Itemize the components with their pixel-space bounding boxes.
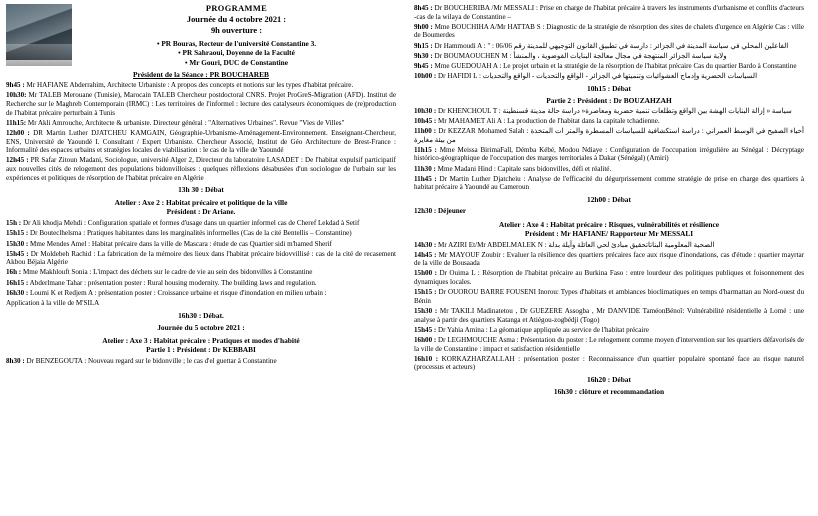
entry-time: 15h15 : — [6, 229, 29, 238]
entry-time: 15h45 : — [414, 325, 437, 334]
entry-text: Mme Mendes Amel : Habitat précaire dans la ville de Mascara : étude de cas Quartier sidi m'hamed Sherif — [28, 239, 332, 248]
program-entry — [414, 241, 804, 250]
program-entry — [414, 62, 804, 71]
entry-time: 16h00 : — [414, 335, 437, 344]
entry-text: Mme Madani Hind : Capitale sans bidonvilles, défi et réalité. — [435, 164, 612, 173]
entry-time: 10h45 : — [414, 116, 437, 125]
entry-text: Dr BENZEGOUTA : Nouveau regard sur le bidonville ; le cas d'el guettar à Constantine — [24, 356, 277, 365]
entry-text: Dr Martin Luther Djatcheiu : Analyse de l'efficacité du dégurprissement comme stratégie de prise en charge des quartiers à habitat précaire à Yaoundé au Cameroun — [414, 174, 804, 192]
entry-text: Mme Meissa BirimaFall, Démba Kébé, Modou Ndiaye : Configuration de l'occupation irrégulière au Sénégal : Décryptage histórico-géographique de l'occupation des marges territoriales à Dakar (Sénégal) (Amiri) — [414, 145, 804, 163]
entry-time: 15h15 : — [414, 288, 437, 297]
entry-text: Dr KHENCHOUL T : سياسة « إزالة البنايات الهشة بين الواقع وتطلعات تنمية حضرية ومعاصرة« دراسة حالة مدينة قسنطينة — [436, 106, 792, 115]
entry-time: 9h45 : — [414, 61, 433, 70]
entry-time: 11h15: — [6, 118, 27, 127]
entry-text: Dr Ouima L : Résorption de l'habitat précaire au Burkina Faso : entre lourdeur des politiques publiques et foisonnement des dynamiques locales. — [414, 269, 804, 287]
program-entry — [6, 250, 396, 267]
program-entry — [414, 336, 804, 353]
program-entry — [6, 229, 396, 238]
entry-text: Dr Moldebeh Rachid : La fabrication de la mémoire des lieux dans l'habitat précaire bidovvillisé : cas de la cité de recasement Akbou Béjaia Algérie — [6, 249, 396, 267]
program-entry — [414, 146, 804, 163]
program-entry — [6, 156, 396, 182]
left-column — [6, 4, 398, 516]
entry-time: 11h45 : — [414, 174, 437, 183]
debat-1015: 10h15 : Débat — [587, 83, 631, 93]
entry-text: Mme GUEDOUAH A : Le projet urbain et la stratégie de la résorption de l'habitat précaire Cas du quartier Bardo à Constantine — [432, 61, 797, 70]
debat-1200: 12h00 : Débat — [587, 194, 631, 204]
program-entry — [414, 42, 804, 51]
opening-line: 9h ouverture : — [210, 25, 263, 35]
entry-time: 11h00 : — [414, 126, 437, 135]
entry-text: Mr TALEB Merouane (Tunisie), Marocain TALEB Chercheur postdoctoral CNRS. Projet ProGreS-Migration (AFD). Institut de Recherche sur le Maghreb Contemporain (IRMC) : Les territoires de l'informel : lecture des catalyseurs économiques de (re)production de l'habitat précaire perturbain à Tunis — [6, 91, 396, 117]
cloture: 16h30 : clôture et recommandation — [553, 387, 665, 397]
entry-time: 10h00 : — [414, 71, 437, 80]
entry-text: Mme BOUCHIHA A/Mr HATTAB S : Diagnostic de la stratégie de résorption des sites de chalets d'urgence en Algérie Cas : ville de Boumerdes — [414, 22, 804, 40]
entry-time: 9h15 : — [414, 41, 433, 50]
program-entry — [414, 127, 804, 144]
entry-time: 14h45 : — [414, 250, 437, 259]
program-entry — [6, 279, 396, 288]
program-entry — [6, 289, 396, 298]
program-entry — [414, 52, 804, 61]
entry-time: 16h10 : — [414, 354, 439, 363]
entry-time: 14h30 : — [414, 240, 437, 249]
program-entry — [6, 91, 396, 117]
entry-text: Mr Akli Amrouche, Architecte & urbaniste. Directeur général : "Alternatives Urbaines". Revue "Vies de Villes" — [26, 118, 345, 127]
dejeuner: 12h30 : Déjeuner — [414, 206, 467, 215]
program-entry — [6, 81, 396, 90]
entry-text: Mr MAHAMET Ali A : La production de l'habitat dans la capitale tchadienne. — [436, 116, 660, 125]
entry-time: 16h15 : — [6, 278, 29, 287]
entry-text: Dr KEZZAR Mohamed Salah : أحياء الصفيح في الوسط العمراني : دراسة استكشافية للسياسات المسطرة والمتر ات المتخذة من بيئة مغايرة — [414, 126, 804, 144]
session1-president: Président de la Séance : PR BOUCHAREB — [133, 70, 269, 80]
opening-bullet: • PR Sahraoui, Doyenne de la Faculté — [6, 48, 396, 57]
entry-text: Mme Makhlouft Sonia : L'impact des déchets sur le cadre de vie au sein des bidonvilles à Constantine — [21, 268, 313, 277]
entry-text: Mr TAKILI Madinatetou , Dr GUEZERE Assogba , Mr DANVIDE TaméonBénoî: Vulnérabilité résidentielle à Lomé : une analyse à partir des quartiers Katanga et Atiégou-zogbédji (Togo) — [414, 307, 804, 324]
entry-time: 9h30 : — [414, 51, 433, 60]
entry-text: KORKAZHARZALLAH : présentation poster : Reconnaissance d'un quartier populaire spontané face au risque naturel (processus et acteurs) — [414, 354, 804, 372]
entry-text: Abderlmane Tahar : présentation poster : Rural housing modernity. The building laws and regulation. — [28, 278, 317, 287]
debat-1620: 16h20 : Débat — [587, 375, 631, 385]
entry-text: Dr HAFIDI L : السياسات الحضرية وإدماج العشوائيات وتنميتها في الجزائر - الواقع والتحديات - الواقع والتحديات — [436, 71, 758, 80]
entry-time: 10h30 : — [414, 106, 437, 115]
entry-text: Mr MAYOUF Zoubir : Evaluer la résilience des quartiers précaires face aux risque d'inondations, cas d'étude : quartier mayrtar de la ville de Bousaada — [414, 250, 804, 268]
opening-bullet: • PR Bouras, Recteur de l'université Constantine 3. — [6, 39, 396, 48]
day-line: Journée du 4 octobre 2021 : — [186, 14, 287, 24]
program-entry — [414, 307, 804, 324]
entry-time: 11h15 : — [414, 145, 437, 154]
program-entry — [6, 219, 396, 228]
atelier-axe4-president: Président : Mr HAFIANE/ Rapporteur Mr MESSALI — [524, 228, 694, 238]
program-entry — [6, 119, 396, 128]
program-entry — [414, 72, 804, 81]
entry-text: Dr Yahia Amina : La géomatique appliquée au service de l'habitat précaire — [436, 325, 649, 334]
entry-text: Dr BOUCHERIBA /Mr MESSALI : Prise en charge de l'habitat précaire à travers les instruments d'urbanisme et conflits d'acteurs -cas de la wilaya de Constantine – — [414, 4, 804, 21]
program-entry — [6, 129, 396, 155]
day2-line: Journée du 5 octobre 2021 : — [157, 322, 245, 332]
program-entry — [414, 165, 804, 174]
entry-text: Loumi K et Redjem A : présentation poster : Croissance urbaine et risque d'inondation en milieu urbain : — [28, 288, 327, 297]
entry-time: 12h00 : — [6, 128, 30, 137]
entry-time: 15h30 : — [414, 307, 438, 316]
program-entry — [414, 23, 804, 40]
partie2-president: Partie 2 : Président : Dr BOUZAHZAH — [546, 95, 672, 105]
entry-time: 10h30: — [6, 91, 27, 100]
entry-time: 16h30 : — [6, 288, 29, 297]
entry-time: 8h45 : — [414, 4, 433, 12]
program-entry — [414, 269, 804, 286]
entry-text: Dr OUOROU BARRE FOUSENI Inorou: Types d'habitats et ambiances bioclimatiques en temps d'harmattan au Nord-ouest du Bénin — [414, 288, 804, 305]
program-entry — [414, 355, 804, 372]
debat-1330: 13h 30 : Débat — [178, 185, 224, 195]
program-entry — [414, 117, 804, 126]
program-entry — [414, 326, 804, 335]
entry-text: Mr HAFIANE Abderrahim, Architecte Urbaniste : A propos des concepts et notions sur les types d'habitat précaire. — [24, 81, 354, 90]
program-title: PROGRAMME — [205, 4, 268, 13]
entry-time: 16h : — [6, 268, 22, 277]
entry-time: 15h00 : — [414, 269, 437, 278]
entry-text: Dr Bouteclhelsma : Pratiques habitantes dans les marginalités informelles (Cas de la cité Bentellis – Constantine) — [28, 229, 352, 238]
entry-text: PR Safar Zitoun Madani, Sociologue, université Alger 2, Directeur du laboratoire LASADET : De l'habitat expulsif participatif aux nouvelles cités de relogement des populations bidonvilloises : quelques réflexions désabusées d'un sociologue de l'urbain sur les expériences et politiques de résorption de l'habitat précaire en Algérie — [6, 156, 396, 182]
entry-time: 8h30 : — [6, 356, 25, 365]
entry-text: Dr Hammoudi A : " : الفاعلين المحلي في سياسة المدينة في الجزائر : دارسة في تطبيق القانون التوجيهي للمدينة رقم 06/06 — [432, 41, 789, 50]
entry-text: Dr LEGHMOUCHE Asma : Présentation du poster : Le relogement comme moyen d'intervention sur les quartiers défavorisés de la ville de Constantine : impact et satisfaction résidentielle — [414, 335, 804, 353]
entry-text: DR Martin Luther DJATCHEU KAMGAIN, Géographie-Urbanisme-Aménagement-Environnement. Enseignant-Chercheur, ENS, Université de Yaoundé I. Consultant / Expert Urbaniste. Chercheur Associé, Institut de Géo Architecture de Brest-France : Informalité des espaces urbains et stratégies locales de viabilisation : le cas de la ville de Yaoundé — [6, 128, 396, 155]
program-entry — [414, 175, 804, 192]
entry-time: 15h45 : — [6, 249, 29, 258]
debat-1630: 16h30 : Débat. — [178, 310, 224, 320]
program-entry — [6, 357, 396, 366]
entry-time: 15h30 : — [6, 239, 29, 248]
atelier-axe3-part: Partie 1 : Président : Dr KEBBABI — [146, 344, 256, 354]
opening-bullet: • Mr Gouri, DUC de Constantine — [6, 58, 396, 67]
program-entry — [414, 288, 804, 305]
program-entry — [414, 4, 804, 21]
entry-text: Dr Ali khodja Mehdi : Configuration spatiale et formes d'usage dans un quartier informel cas de Cheref Lekdad à Setif — [21, 219, 360, 228]
right-column — [412, 4, 804, 516]
program-entry — [414, 251, 804, 268]
atelier-axe4-title: Atelier : Axe 4 : Habitat précaire : Risques, vulnérabilités et résilience — [498, 219, 720, 229]
entry-time: 11h30 : — [414, 164, 436, 173]
entry-time: 15h : — [6, 219, 22, 228]
entry-time: 12h45 : — [6, 156, 29, 165]
entry-text: Application à la ville de M'SILA — [6, 298, 100, 307]
program-entry — [414, 107, 804, 116]
entry-text: Mr AZIRI Et/Mr ABDELMALEK N : الصحية المعلومية البناتاتحقيق مبادئ لحي العائلة وآيلة بدلة — [436, 240, 715, 249]
atelier-axe2-title: Atelier : Axe 2 : Habitat précaire et politique de la ville — [114, 198, 288, 208]
conference-photo — [6, 4, 72, 60]
program-entry — [6, 240, 396, 249]
entry-time: 9h00 : — [414, 22, 433, 31]
atelier-axe2-president: Président : Dr Ariane. — [166, 207, 236, 217]
entry-time: 9h45 : — [6, 81, 25, 90]
program-entry — [6, 299, 396, 308]
program-entry — [6, 268, 396, 277]
entry-text: Dr BOUMAOUCHEN M : ولاية سياسة الجزائر المنتهجة في مجال معالجة البنايات الفوضوية ، والمنشأ — [432, 51, 727, 60]
atelier-axe3-title: Atelier : Axe 3 : Habitat précaire : Pratiques et modes d'habité — [102, 335, 300, 345]
